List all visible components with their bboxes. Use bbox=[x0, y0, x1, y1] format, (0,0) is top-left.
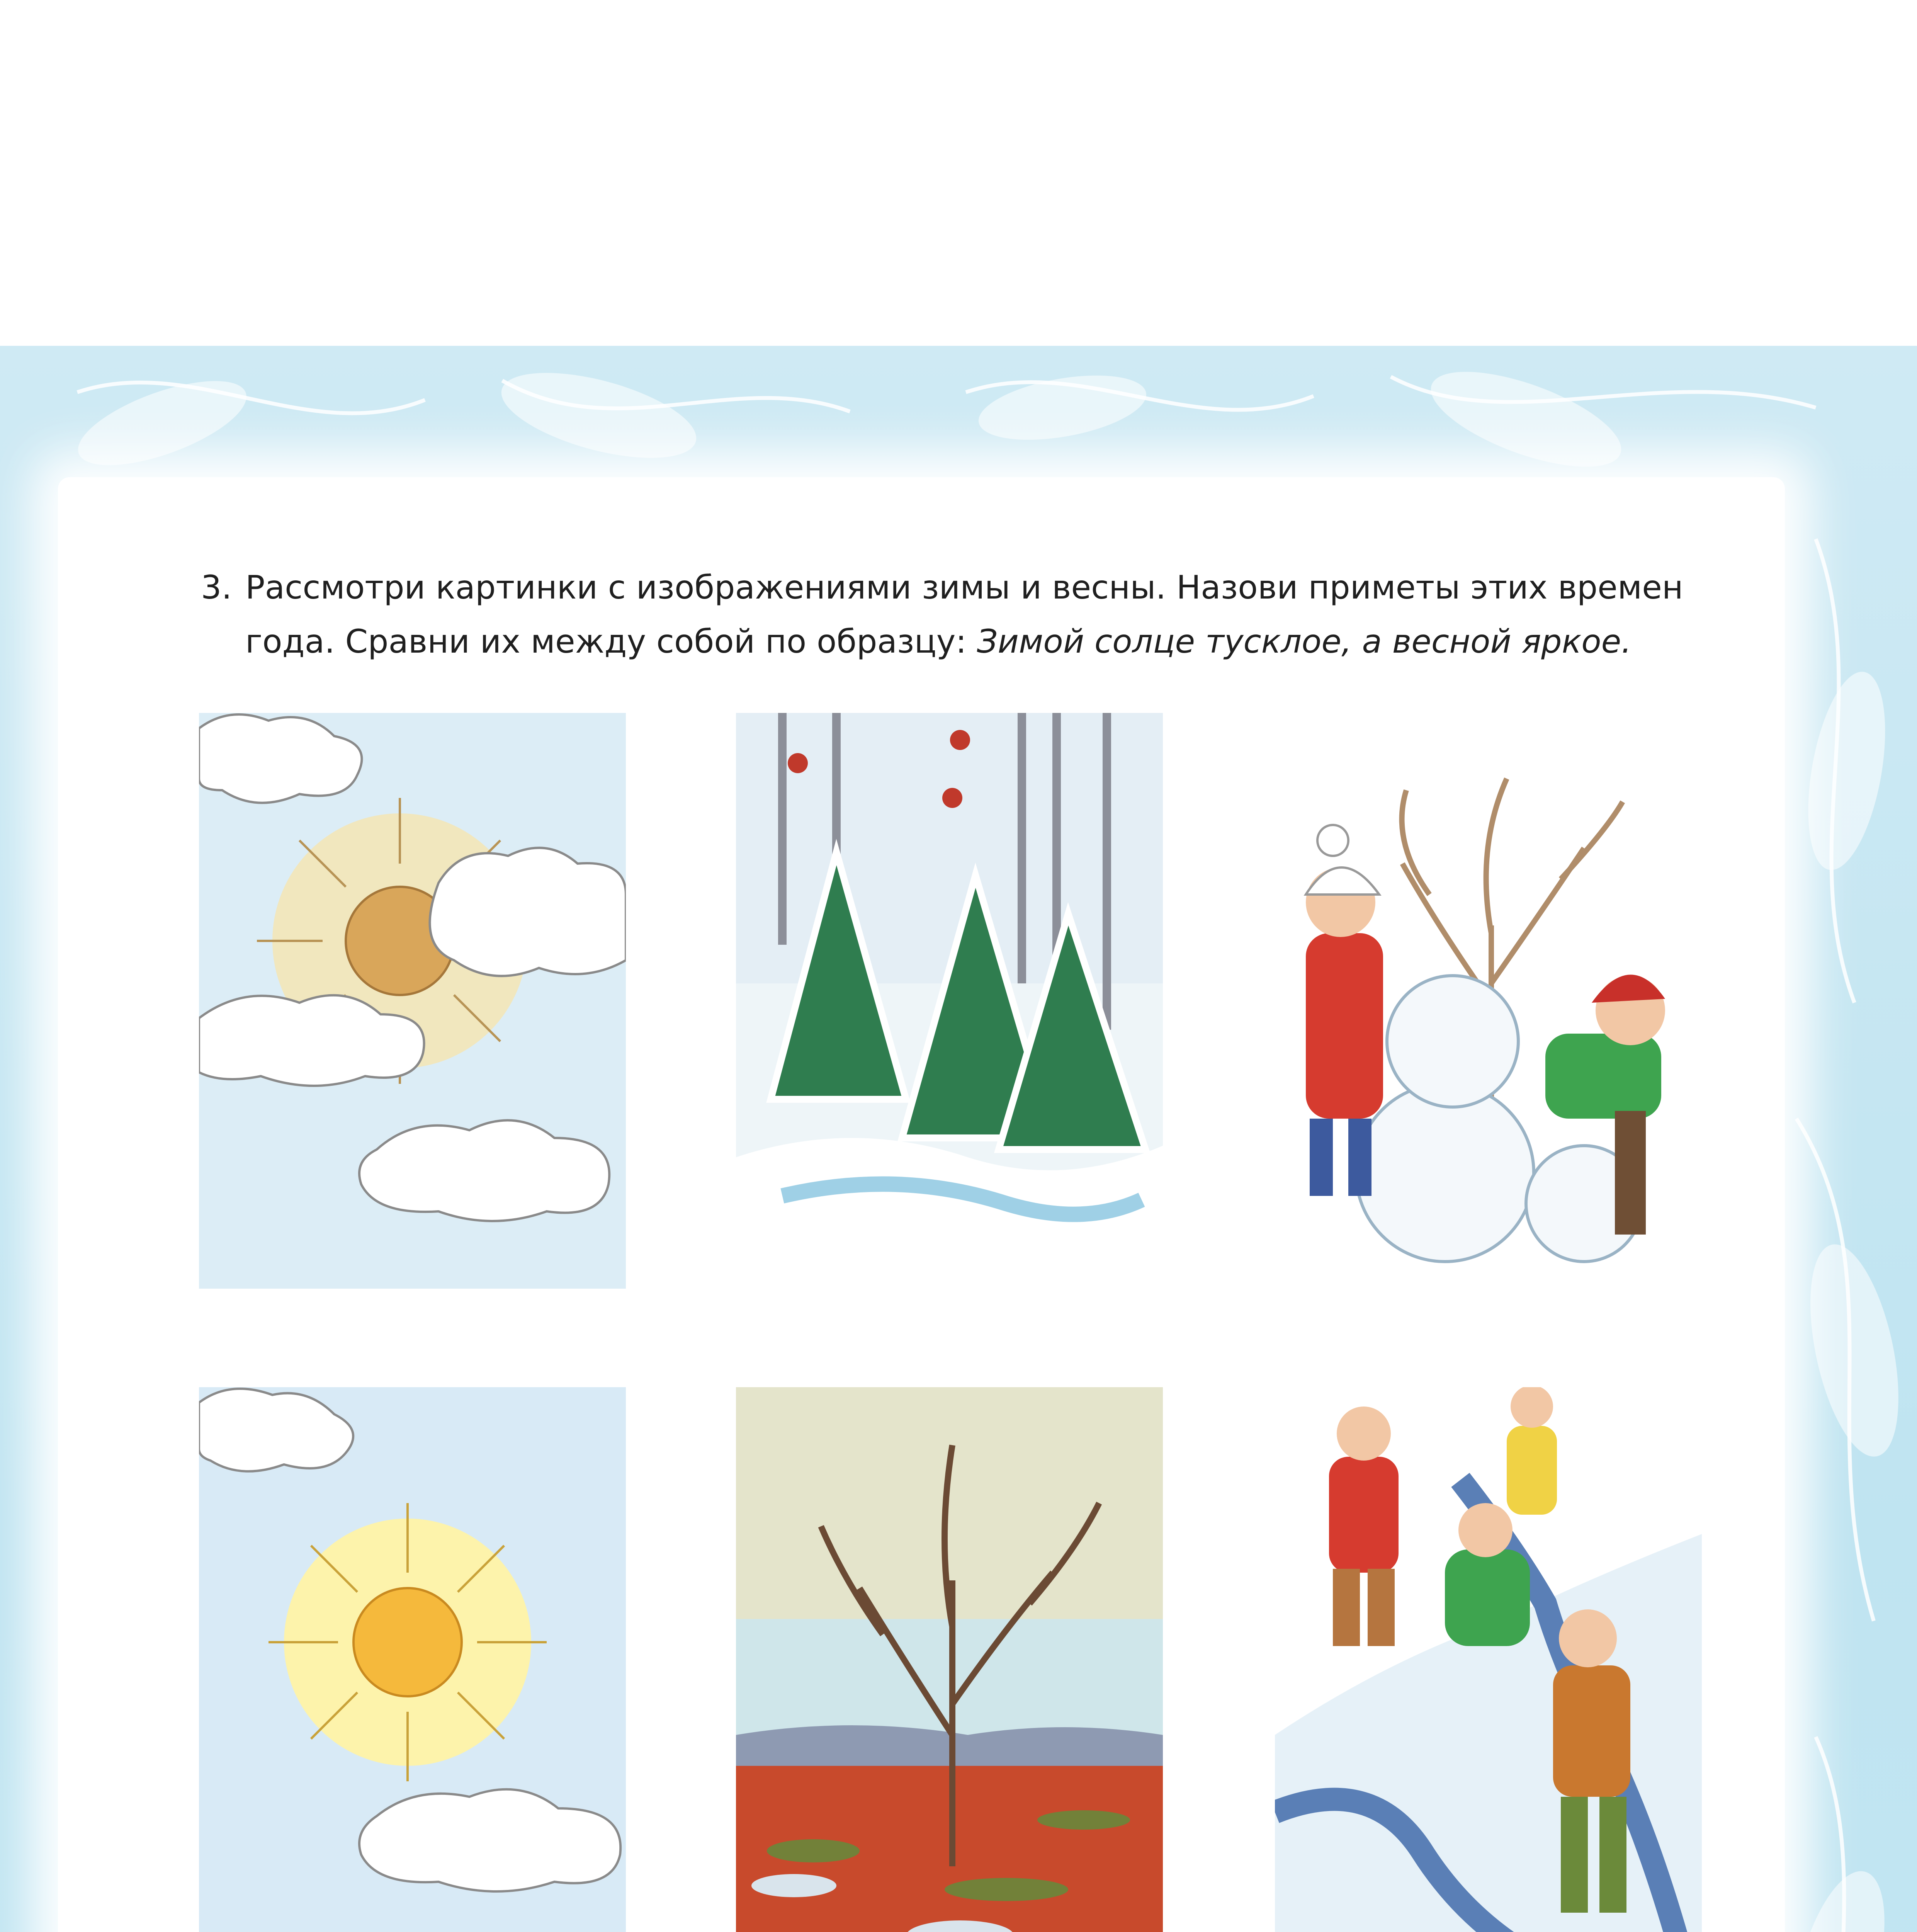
children-streams-picture bbox=[1275, 1387, 1702, 1932]
winter-forest-picture bbox=[736, 713, 1163, 1289]
task-3-text bbox=[245, 560, 1752, 668]
task-3-number: 3. bbox=[201, 568, 232, 606]
task-3-example: Зимой солце тусклое, а весной яркое. bbox=[977, 622, 1632, 660]
spring-tree-picture bbox=[736, 1387, 1163, 1932]
winter-sun-picture bbox=[199, 713, 626, 1289]
children-snowman-picture bbox=[1275, 732, 1702, 1289]
task-3 bbox=[201, 560, 1746, 672]
task-3-instruction: Рассмотри картинки с изображениями зимы и весны. Назови приметы этих времен года. Сравни их между собой по образцу: bbox=[245, 568, 1683, 660]
spring-sun-picture bbox=[199, 1387, 626, 1932]
